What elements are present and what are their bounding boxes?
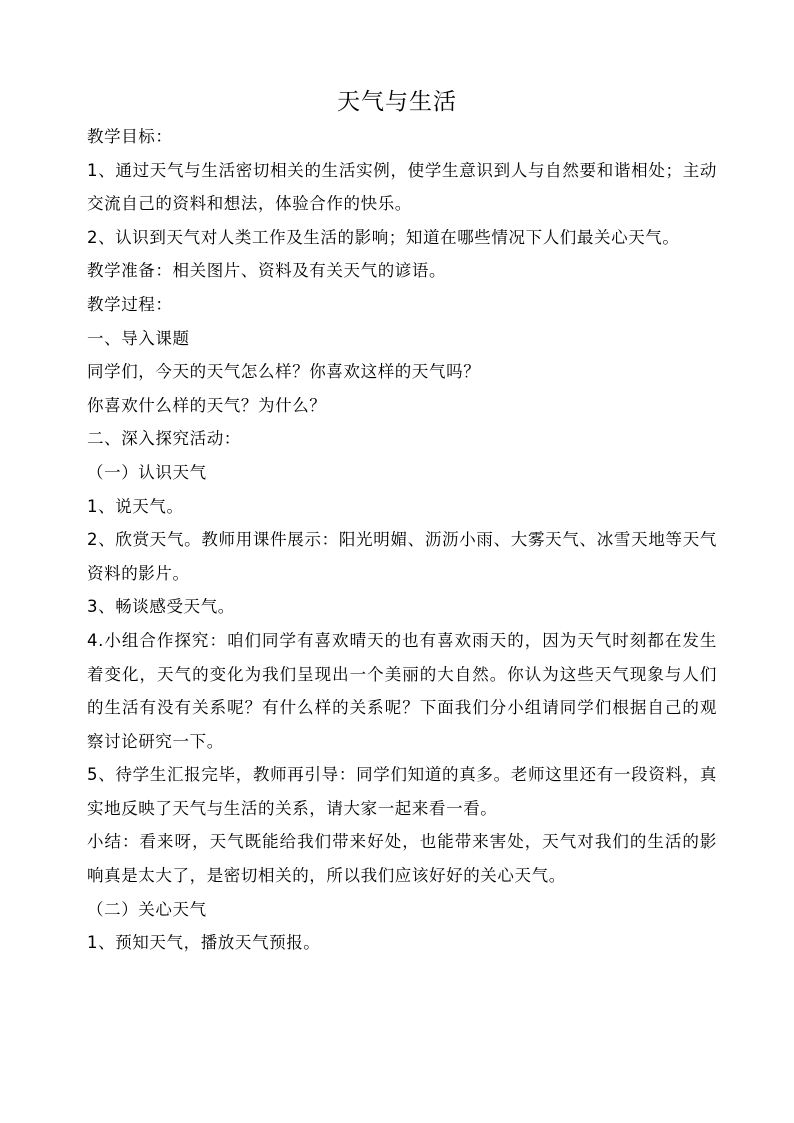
subsection-heading-care-weather: （二）关心天气 xyxy=(87,899,207,919)
goal-item-1: 1、通过天气与生活密切相关的生活实例，使学生意识到人与自然要和谐相处；主动交流自己的资料和想法，体验合作的快乐。 xyxy=(87,160,717,214)
activity-item-1: 1、说天气。 xyxy=(87,496,184,516)
intro-question-2: 你喜欢什么样的天气？为什么？ xyxy=(87,395,327,415)
subsection-heading-know-weather: （一）认识天气 xyxy=(87,462,207,482)
goal-item-2: 2、认识到天气对人类工作及生活的影响；知道在哪些情况下人们最关心天气。 xyxy=(87,227,680,247)
activity-item-5: 5、待学生汇报完毕，教师再引导：同学们知道的真多。老师这里还有一段资料，真实地反映了天气与生活的关系，请大家一起来看一看。 xyxy=(87,765,717,818)
step-heading-explore: 二、深入探究活动： xyxy=(87,429,241,449)
activity-item-3: 3、畅谈感受天气。 xyxy=(87,597,235,617)
document-title: 天气与生活 xyxy=(337,89,457,115)
document-body xyxy=(87,120,717,960)
step-heading-intro: 一、导入课题 xyxy=(87,328,190,348)
section-heading-process: 教学过程： xyxy=(87,294,173,314)
care-item-1: 1、预知天气，播放天气预报。 xyxy=(87,933,321,953)
summary-text: 小结：看来呀，天气既能给我们带来好处，也能带来害处，天气对我们的生活的影响真是太大了，是密切相关的，所以我们应该好好的关心天气。 xyxy=(87,832,717,886)
activity-item-4: 4.小组合作探究：咱们同学有喜欢晴天的也有喜欢雨天的，因为天气时刻都在发生着变化，天气的变化为我们呈现出一个美丽的大自然。你认为这些天气现象与人们的生活有没有关系呢？有什么样的关系呢？下面我们分小组请同学们根据自己的观察讨论研究一下。 xyxy=(87,630,717,751)
section-heading-goals: 教学目标： xyxy=(87,127,173,146)
activity-item-2: 2、欣赏天气。教师用课件展示：阳光明媚、沥沥小雨、大雾天气、冰雪天地等天气资料的影片。 xyxy=(87,530,717,583)
intro-question-1: 同学们，今天的天气怎么样？你喜欢这样的天气吗？ xyxy=(87,362,481,382)
preparation-text: 教学准备：相关图片、资料及有关天气的谚语。 xyxy=(87,261,447,281)
